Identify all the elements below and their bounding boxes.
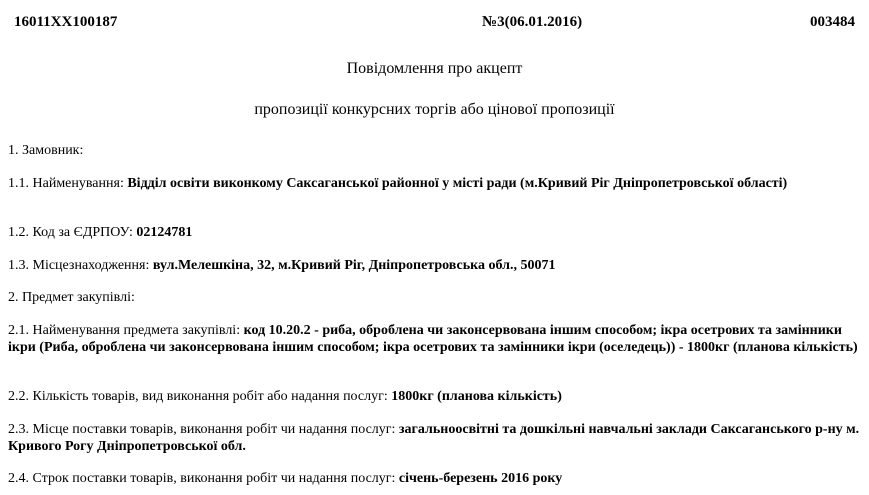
item-1-1 <box>8 175 861 192</box>
item-2-1 <box>8 322 861 356</box>
title-line-2: пропозиції конкурсних торгів або цінової пропозиції <box>254 101 615 118</box>
document-id: 003484 <box>810 14 855 30</box>
item-2-1-label: 2.1. Найменування предмета закупівлі: <box>8 323 244 338</box>
item-2-3-value: загальноосвітні та дошкільні навчальні заклади Саксаганського р-ну м. Кривого Рогу Дніпропетровської обл. <box>8 422 860 454</box>
item-1-2 <box>8 224 861 241</box>
item-1-1-value: Відділ освіти виконкому Саксаганської районної у місті ради (м.Кривий Ріг Дніпропетровської області) <box>127 176 788 191</box>
item-1-3-value: вул.Мелешкіна, 32, м.Кривий Ріг, Дніпропетровська обл., 50071 <box>152 258 556 273</box>
item-2-4-label: 2.4. Строк поставки товарів, виконання робіт чи надання послуг: <box>8 471 399 486</box>
document-number: №3(06.01.2016) <box>482 14 583 30</box>
title-line-1: Повідомлення про акцепт <box>346 60 523 77</box>
item-2-3-label: 2.3. Місце поставки товарів, виконання робіт чи надання послуг: <box>8 422 399 437</box>
item-2-1-value: код 10.20.2 - риба, оброблена чи законсервована іншим способом; ікра осетрових та замінники ікри (Риба, оброблена чи законсервована іншим способом; ікра осетрових та замінники ікри (оселедець)) - 1800кг (планова кількість) <box>8 323 858 355</box>
item-2-2-value: 1800кг (планова кількість) <box>391 389 562 404</box>
document-code: 16011XX100187 <box>14 14 118 30</box>
item-2-label: 2. Предмет закупівлі: <box>8 290 135 305</box>
item-2 <box>8 289 861 306</box>
item-1-3-label: 1.3. Місцезнаходження: <box>8 258 153 273</box>
item-1-2-label: 1.2. Код за ЄДРПОУ: <box>8 225 137 240</box>
item-2-3 <box>8 421 861 455</box>
item-2-4-value: січень-березень 2016 року <box>398 471 563 486</box>
item-1-2-value: 02124781 <box>136 225 193 240</box>
item-1-3 <box>8 257 861 274</box>
item-2-2-label: 2.2. Кількість товарів, вид виконання робіт або надання послуг: <box>8 389 392 404</box>
item-1-1-label: 1.1. Найменування: <box>8 176 128 191</box>
item-2-4 <box>8 470 861 487</box>
item-1-label: 1. Замовник: <box>8 143 84 158</box>
item-2-2 <box>8 388 861 405</box>
document-header <box>14 14 855 36</box>
item-1 <box>8 142 861 159</box>
